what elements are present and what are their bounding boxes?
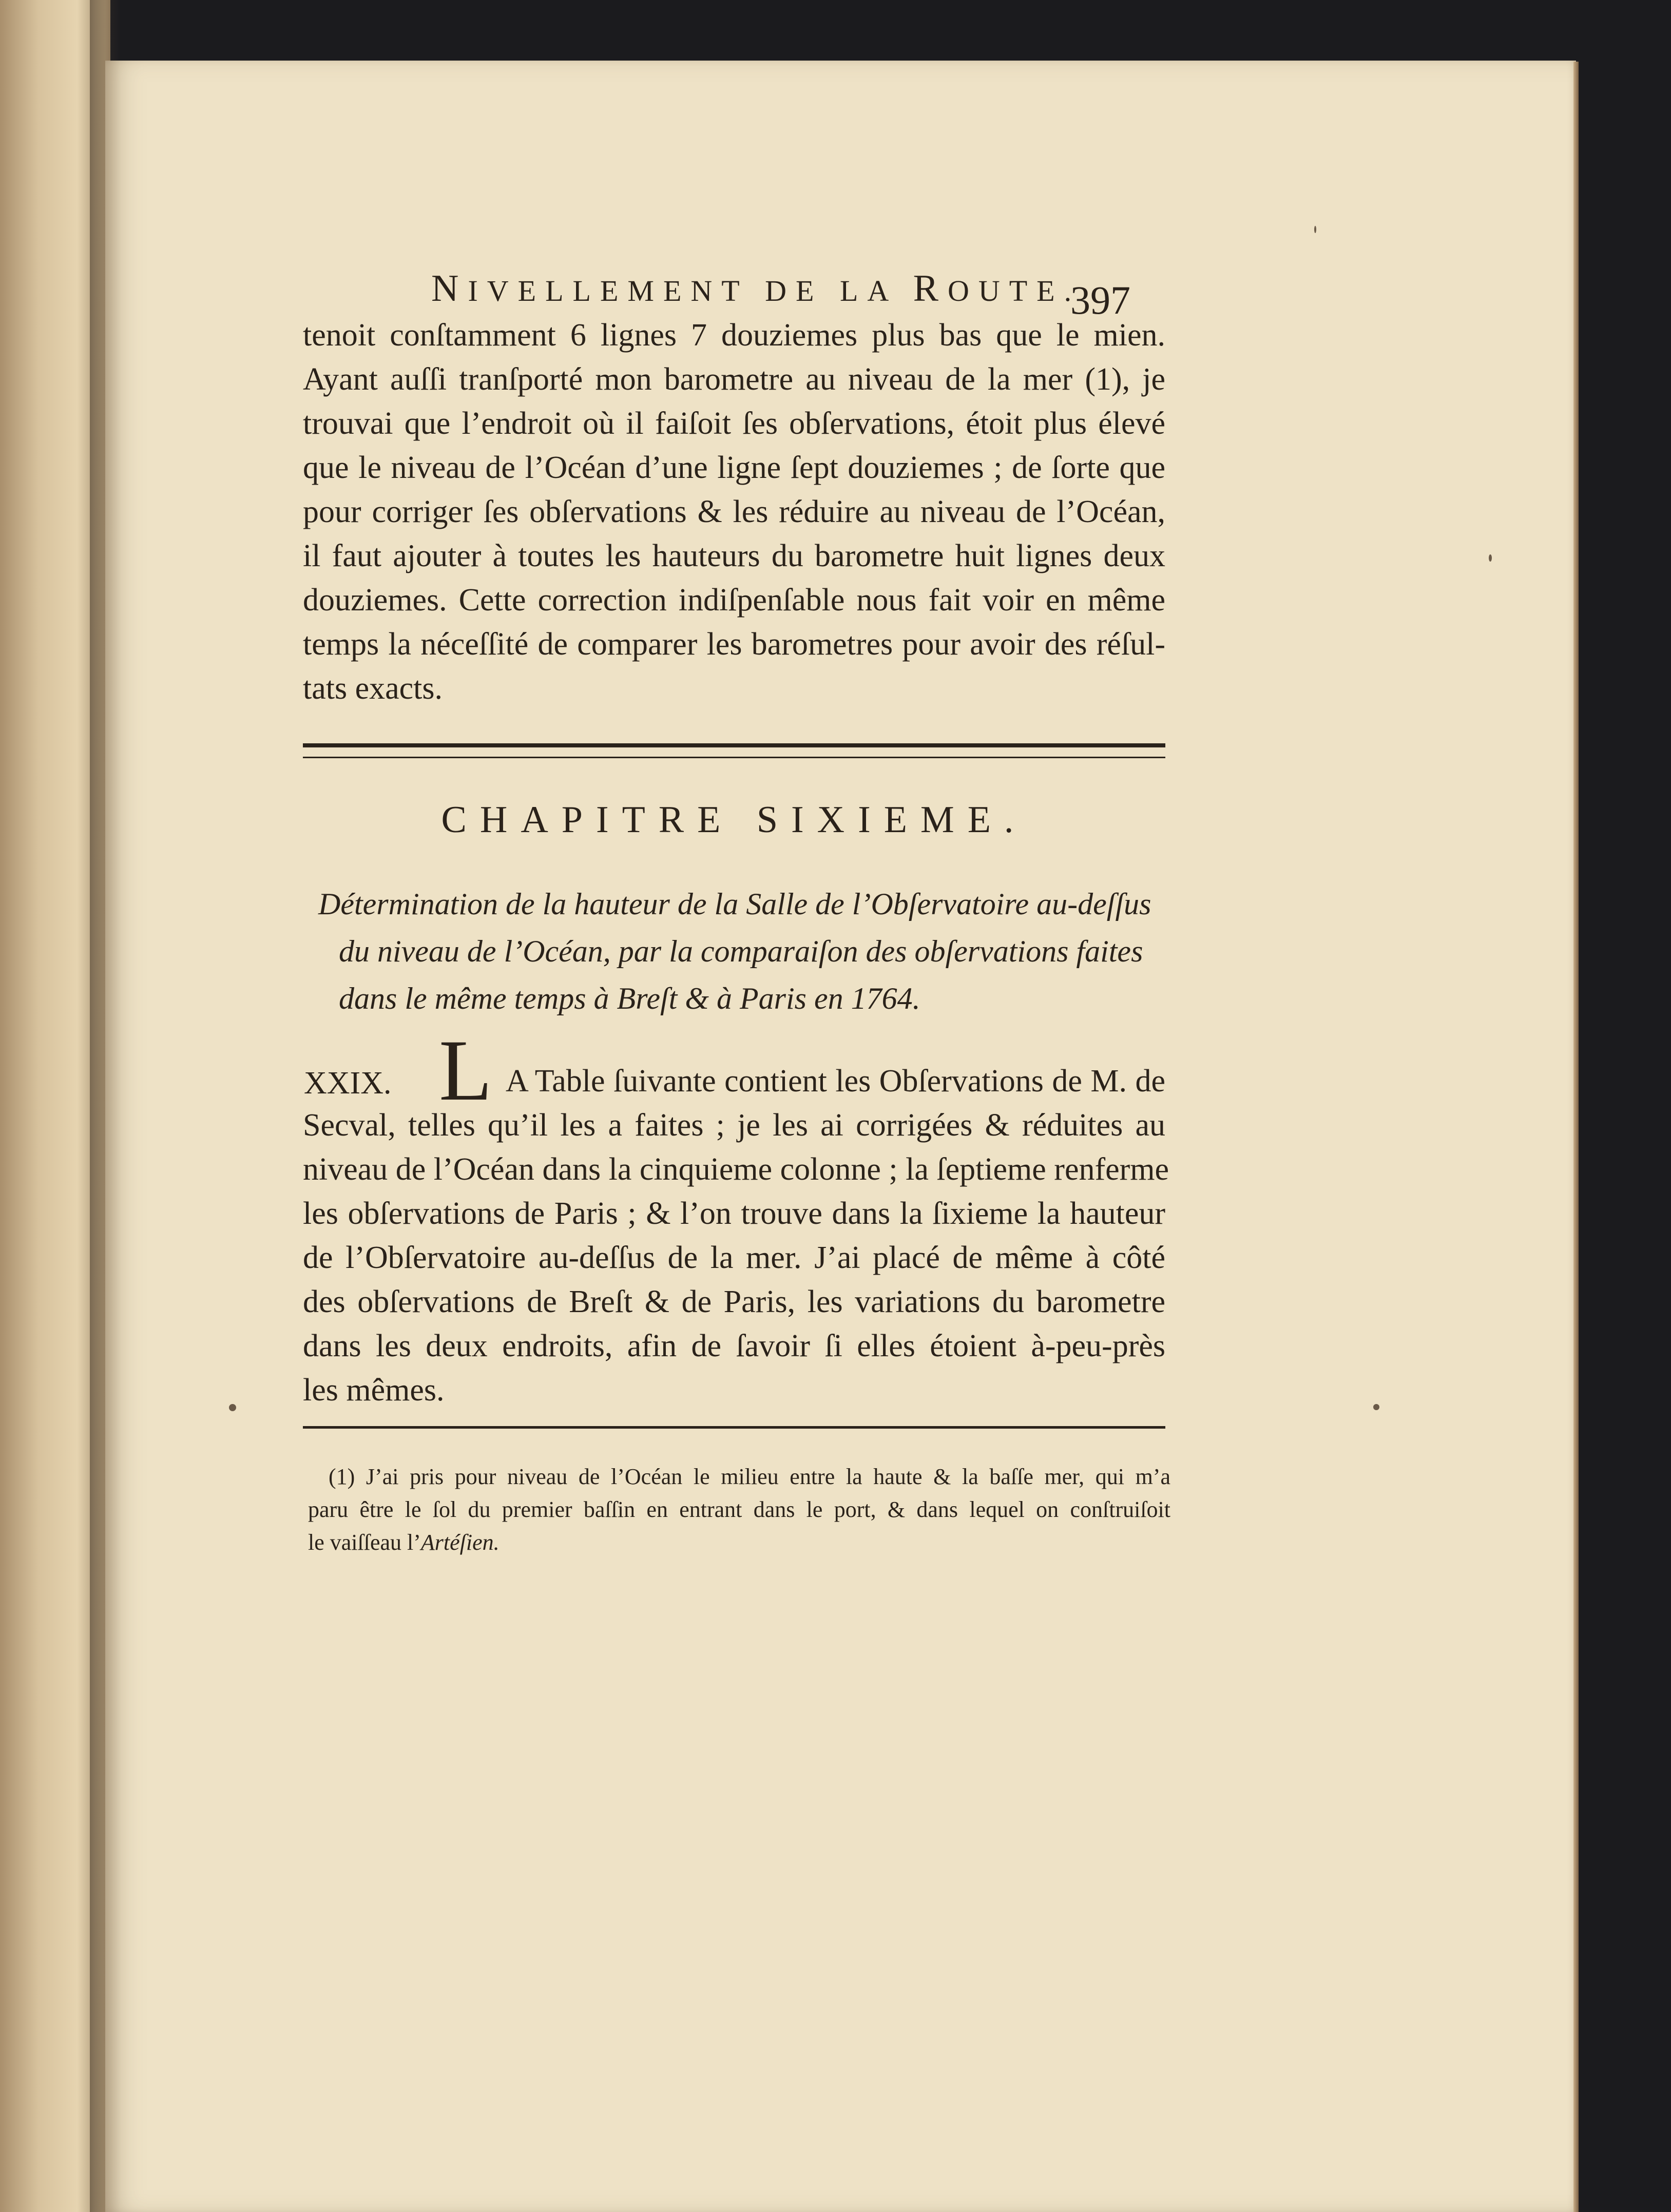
text-line: trouvai que l’endroit où il faiſoit ſes obſervations, étoit plus élevé (303, 406, 1165, 441)
running-head-initial-2: R (913, 267, 948, 310)
running-head-initial-1: N (431, 267, 468, 310)
page-edge-shadow (1573, 62, 1579, 2212)
section-first-line (506, 1059, 1165, 1103)
running-head-text-1: IVELLEMENT DE LA (468, 274, 913, 307)
drop-cap: L (439, 1022, 492, 1119)
text-line: que le niveau de l’Océan d’une ligne ſept douziemes ; de ſorte que (303, 450, 1165, 485)
subtitle-line: Détermination de la hauteur de la Salle de l’Obſervatoire au-deſſus (318, 887, 1151, 921)
text-line: tats exacts. (303, 671, 443, 706)
page-number: 397 (1070, 278, 1130, 322)
text-line: niveau de l’Océan dans la cinquieme colonne ; la ſeptieme renferme (303, 1152, 1169, 1187)
chapter-rule-thick (303, 743, 1165, 747)
text-line: A Table ſuivante contient les Obſervations de M. de (506, 1064, 1165, 1099)
text-line: il faut ajouter à toutes les hauteurs du barometre huit lignes deux (303, 538, 1165, 573)
book-gutter (90, 0, 121, 2212)
paper-speck (1314, 226, 1316, 233)
subtitle-line: du niveau de l’Océan, par la comparaiſon des obſervations faites (339, 934, 1143, 968)
text-line: de l’Obſervatoire au-deſſus de la mer. J’ai placé de même à côté (303, 1240, 1165, 1275)
chapter-title: CHAPITRE SIXIEME. (441, 799, 1027, 841)
paper-speck (1489, 554, 1492, 562)
text-line: les obſervations de Paris ; & l’on trouve dans la ſixieme la hauteur (303, 1196, 1165, 1231)
footnote-rule (303, 1426, 1165, 1429)
subtitle-line: dans le même temps à Breſt & à Paris en 1764. (339, 982, 920, 1015)
paper-speck (1373, 1404, 1379, 1410)
text-line: Secval, telles qu’il les a faites ; je les ai corrigées & réduites au (303, 1108, 1165, 1143)
chapter-subtitle (318, 880, 1170, 1022)
footnote-italic: Artéſien. (420, 1530, 500, 1555)
footnote-line: paru être le ſol du premier baſſin en entrant dans le port, & dans lequel on conſtruiſoit (308, 1497, 1170, 1522)
text-line: douziemes. Cette correction indiſpenſable nous fait voir en même (303, 583, 1165, 618)
paper-speck (229, 1404, 236, 1411)
footnote-text: le vaiſſeau l’ (308, 1530, 421, 1555)
text-line: tenoit conſtamment 6 lignes 7 douziemes plus bas que le mien. (303, 318, 1165, 353)
text-line: Ayant auſſi tranſporté mon barometre au niveau de la mer (1), je (303, 362, 1165, 397)
text-line: pour corriger ſes obſervations & les réduire au niveau de l’Océan, (303, 494, 1165, 529)
footnote-line: (1) J’ai pris pour niveau de l’Océan le milieu entre la haute & la baſſe mer, qui m’a (329, 1464, 1170, 1489)
footnote-line (308, 1526, 1170, 1559)
section-body (303, 1103, 1169, 1412)
paragraph-continued (303, 313, 1165, 710)
text-line: des obſervations de Breſt & de Paris, les variations du barometre (303, 1284, 1165, 1319)
text-line: temps la néceſſité de comparer les barometres pour avoir des réſul- (303, 627, 1165, 662)
chapter-rule-thin (303, 757, 1165, 758)
text-line: dans les deux endroits, afin de ſavoir ſi elles étoient à-peu-près (303, 1329, 1165, 1363)
section-number: XXIX. (304, 1066, 392, 1101)
text-line: les mêmes. (303, 1373, 445, 1408)
running-head-text-2: OUTE. (947, 274, 1081, 307)
footnote (308, 1460, 1170, 1559)
